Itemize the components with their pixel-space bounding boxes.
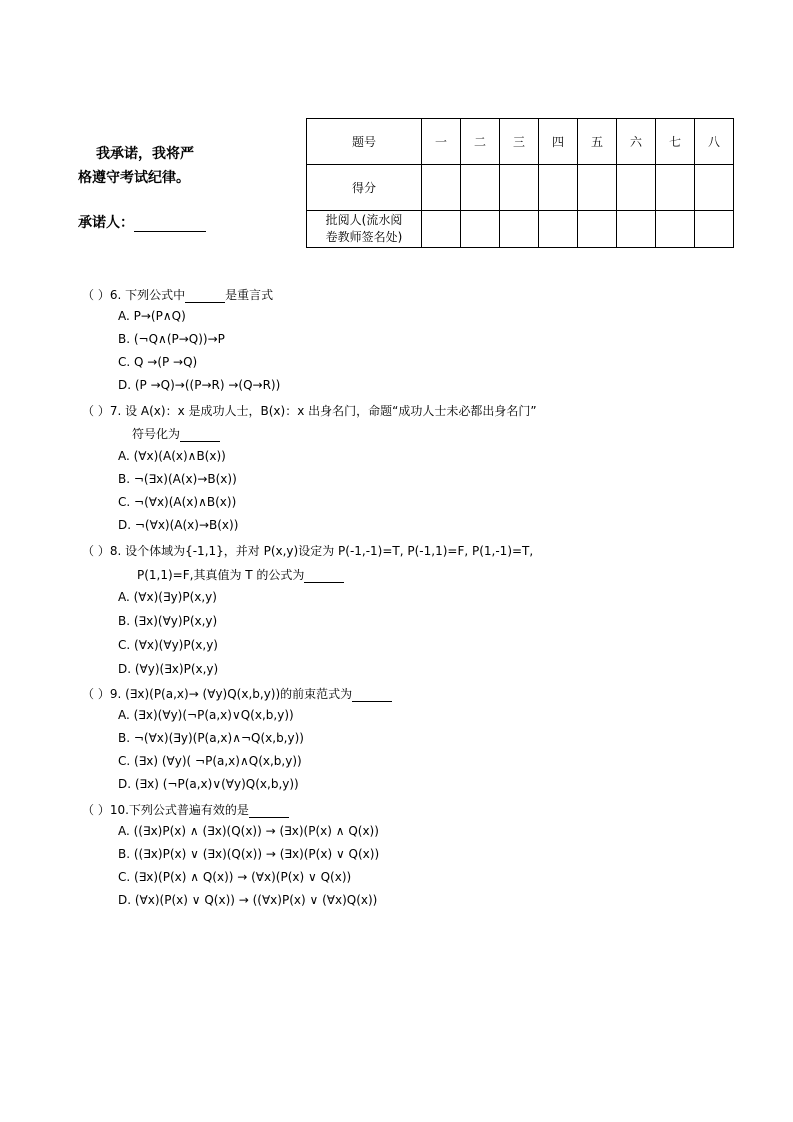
score-cell[interactable]	[500, 165, 539, 211]
question-9	[82, 685, 392, 702]
question-number-6: 六	[617, 119, 656, 165]
answer-blank	[304, 570, 344, 583]
score-label: 得分	[307, 165, 422, 211]
question-10-option-c: C. (∃x)(P(x) ∧ Q(x)) → (∀x)(P(x) ∨ Q(x))	[118, 870, 352, 884]
question-number-label: 题号	[307, 119, 422, 165]
question-9-option-d: D. (∃x) (¬P(a,x)∨(∀y)Q(x,b,y))	[118, 777, 299, 791]
pledge-text	[78, 142, 194, 190]
question-10-option-a: A. ((∃x)P(x) ∧ (∃x)(Q(x)) → (∃x)(P(x) ∧ Q(x))	[118, 824, 379, 838]
score-cell[interactable]	[617, 165, 656, 211]
question-number-5: 五	[578, 119, 617, 165]
score-cell[interactable]	[578, 165, 617, 211]
question-number-2: 二	[461, 119, 500, 165]
question-8-prefix: （ ）8.	[82, 544, 122, 558]
question-8-option-b: B. (∃x)(∀y)P(x,y)	[118, 614, 218, 628]
question-number-1: 一	[422, 119, 461, 165]
question-10-option-b: B. ((∃x)P(x) ∨ (∃x)(Q(x)) → (∃x)(P(x) ∨ Q(x))	[118, 847, 380, 861]
question-10-option-d: D. (∀x)(P(x) ∨ Q(x)) → ((∀x)P(x) ∨ (∀x)Q(x))	[118, 893, 378, 907]
pledge-line-1: 我承诺，我将严	[96, 146, 194, 162]
grader-cell[interactable]	[422, 211, 461, 248]
grader-label	[307, 211, 422, 248]
question-number-3: 三	[500, 119, 539, 165]
question-9-option-b: B. ¬(∀x)(∃y)(P(a,x)∧¬Q(x,b,y))	[118, 731, 304, 745]
answer-blank	[185, 290, 225, 303]
question-number-4: 四	[539, 119, 578, 165]
question-10-prefix: （ ）10.	[82, 803, 129, 817]
question-8	[82, 542, 533, 559]
score-cell[interactable]	[695, 165, 734, 211]
question-8-option-d: D. (∀y)(∃x)P(x,y)	[118, 662, 219, 676]
question-6-prefix: （ ）6.	[82, 288, 122, 302]
pledge-line-2: 格遵守考试纪律。	[78, 170, 190, 186]
signer-row	[78, 212, 206, 232]
question-10	[82, 801, 289, 818]
question-6-option-b: B. (¬Q∧(P→Q))→P	[118, 332, 225, 346]
question-9-option-a: A. (∃x)(∀y)(¬P(a,x)∨Q(x,b,y))	[118, 708, 294, 722]
grader-cell[interactable]	[500, 211, 539, 248]
signer-blank[interactable]	[134, 215, 206, 232]
question-10-text: 下列公式普遍有效的是	[128, 803, 249, 817]
question-6-option-a: A. P→(P∧Q)	[118, 309, 186, 323]
question-6	[82, 286, 273, 303]
question-8-cont-text: P(1,1)=F,其真值为 T 的公式为	[137, 568, 305, 582]
question-9-text: (∃x)(P(a,x)→ (∀y)Q(x,b,y))的前束范式为	[125, 687, 353, 701]
grader-label-line-1: 批阅人(流水阅	[325, 213, 403, 227]
score-table	[306, 118, 734, 248]
question-8-text: 设个体域为{-1,1}，并对 P(x,y)设定为 P(-1,-1)=T, P(-1,1)=F, P(1,-1)=T,	[125, 544, 534, 558]
question-6-text: 下列公式中	[125, 288, 186, 302]
question-7-option-a: A. (∀x)(A(x)∧B(x))	[118, 449, 226, 463]
grader-cell[interactable]	[539, 211, 578, 248]
question-number-7: 七	[656, 119, 695, 165]
question-9-prefix: （ ）9.	[82, 687, 122, 701]
question-8-continuation	[137, 566, 344, 583]
grader-cell[interactable]	[695, 211, 734, 248]
grader-cell[interactable]	[617, 211, 656, 248]
grader-cell[interactable]	[461, 211, 500, 248]
question-7-prefix: （ ）7.	[82, 404, 122, 418]
score-cell[interactable]	[539, 165, 578, 211]
question-7-cont-text: 符号化为	[132, 427, 181, 441]
question-8-option-a: A. (∀x)(∃y)P(x,y)	[118, 590, 217, 604]
question-number-8: 八	[695, 119, 734, 165]
signer-label: 承诺人：	[78, 215, 134, 231]
question-6-option-d: D. (P →Q)→((P→R) →(Q→R))	[118, 378, 281, 392]
question-9-option-c: C. (∃x) (∀y)( ¬P(a,x)∧Q(x,b,y))	[118, 754, 302, 768]
question-6-option-c: C. Q →(P →Q)	[118, 355, 198, 369]
question-7-continuation	[132, 425, 220, 442]
answer-blank	[180, 429, 220, 442]
answer-blank	[249, 805, 289, 818]
question-7	[82, 402, 537, 419]
grader-label-line-2: 卷教师签名处)	[325, 230, 403, 244]
score-cell[interactable]	[461, 165, 500, 211]
grader-cell[interactable]	[656, 211, 695, 248]
question-7-option-d: D. ¬(∀x)(A(x)→B(x))	[118, 518, 239, 532]
score-cell[interactable]	[422, 165, 461, 211]
grader-cell[interactable]	[578, 211, 617, 248]
score-cell[interactable]	[656, 165, 695, 211]
answer-blank	[352, 689, 392, 702]
question-8-option-c: C. (∀x)(∀y)P(x,y)	[118, 638, 218, 652]
question-7-option-b: B. ¬(∃x)(A(x)→B(x))	[118, 472, 237, 486]
question-7-text: 设 A(x)：x 是成功人士，B(x)：x 出身名门，命题“成功人士未必都出身名门”	[125, 404, 537, 418]
question-7-option-c: C. ¬(∀x)(A(x)∧B(x))	[118, 495, 237, 509]
question-6-text-after: 是重言式	[225, 288, 274, 302]
